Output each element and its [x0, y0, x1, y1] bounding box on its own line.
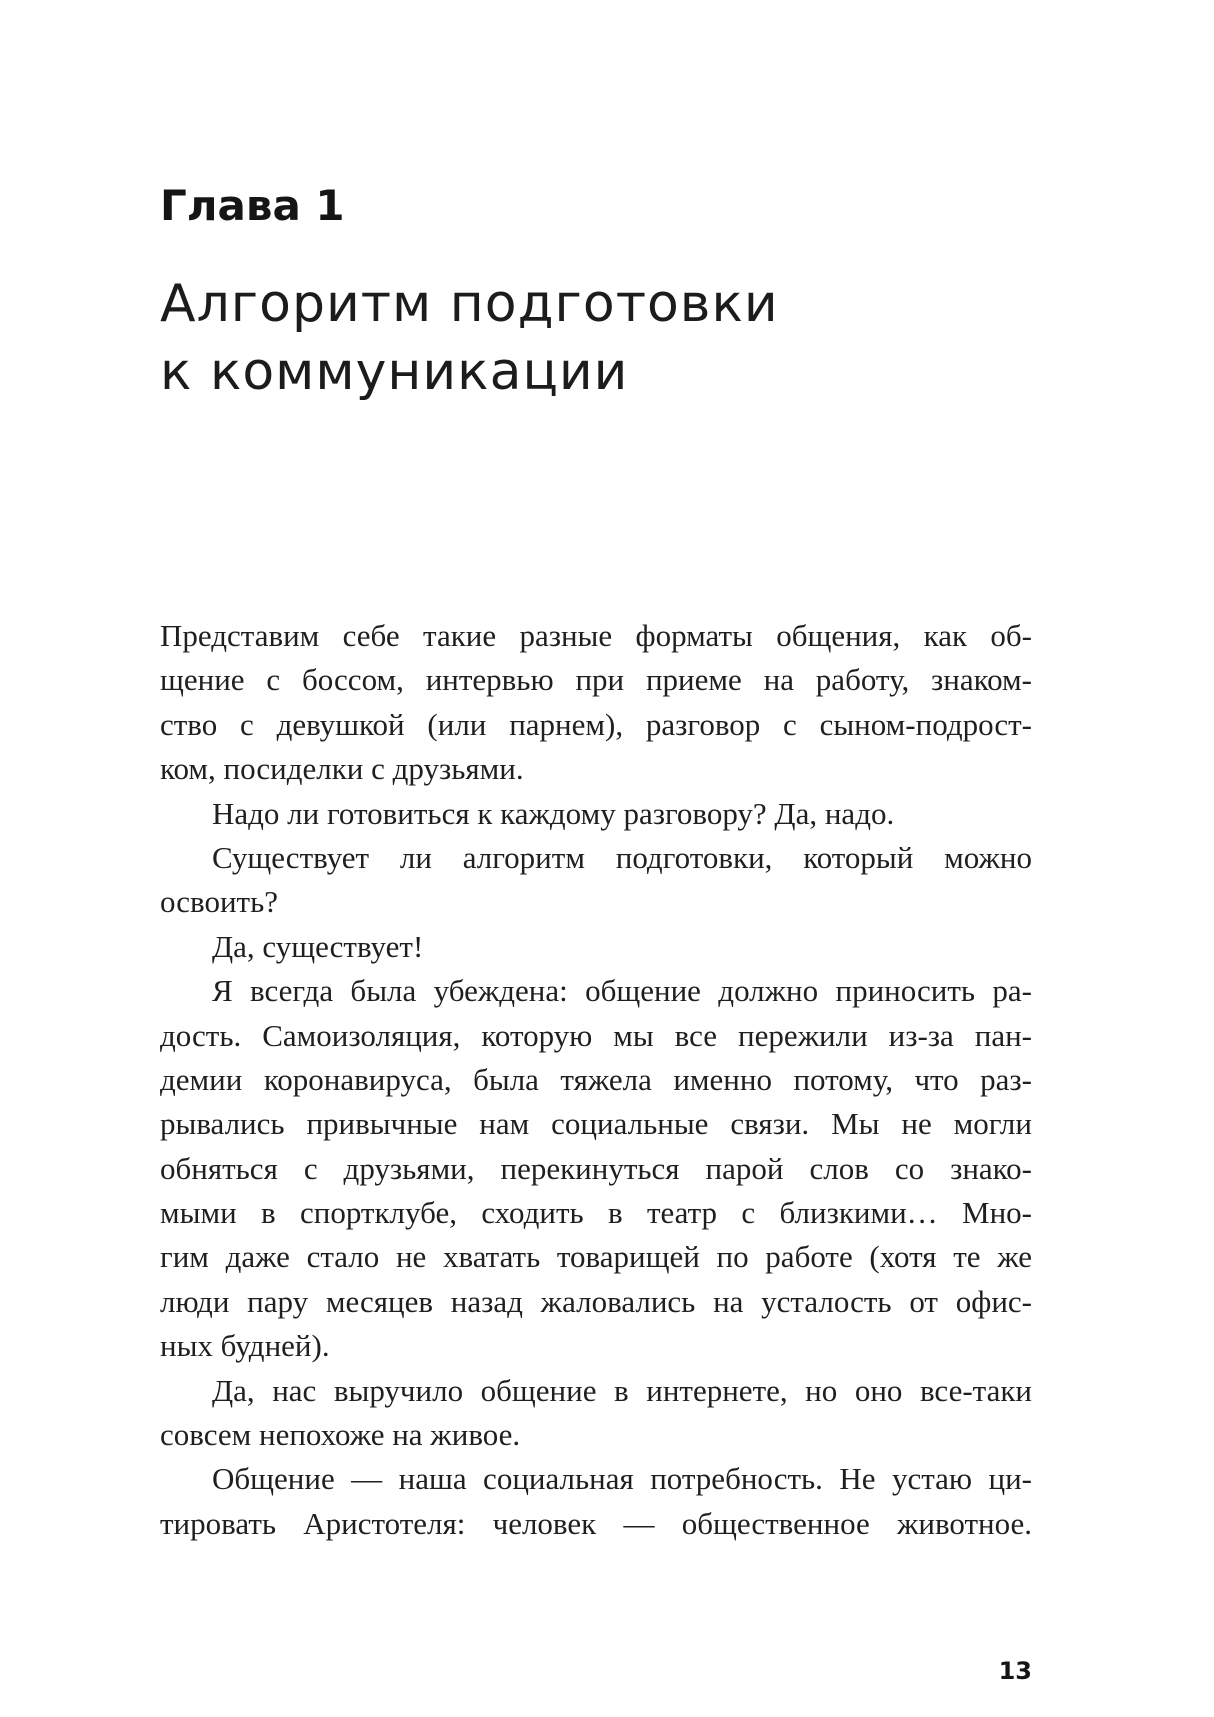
- text-line: Общение — наша социальная потребность. Не устаю ци-: [212, 1461, 1032, 1497]
- chapter-title-line: Алгоритм подготовки: [160, 274, 779, 334]
- text-line: Надо ли готовиться к каждому разговору? Да, надо.: [212, 795, 895, 831]
- text-line: обняться с друзьями, перекинуться парой слов со знако-: [160, 1150, 1032, 1186]
- text-line: люди пару месяцев назад жаловались на усталость от офис-: [160, 1283, 1032, 1319]
- text-line: щение с боссом, интервью при приеме на работу, знаком-: [160, 662, 1032, 698]
- text-line: ство с девушкой (или парнем), разговор с сыном-подрост-: [160, 706, 1032, 742]
- page-number: 13: [998, 1657, 1032, 1685]
- chapter-title-line: к коммуникации: [160, 342, 629, 402]
- text-line: ных будней).: [160, 1328, 330, 1364]
- text-line: Да, существует!: [212, 928, 424, 964]
- text-line: мыми в спортклубе, сходить в театр с близкими… Мно-: [160, 1195, 1032, 1231]
- body-text: [160, 614, 1032, 1546]
- text-line: рывались привычные нам социальные связи. Мы не могли: [160, 1106, 1032, 1142]
- text-line: Да, нас выручило общение в интернете, но оно все-таки: [212, 1372, 1032, 1408]
- text-line: гим даже стало не хватать товарищей по работе (хотя те же: [160, 1239, 1032, 1275]
- text-line: Представим себе такие разные форматы общения, как об-: [160, 618, 1032, 653]
- text-line: дость. Самоизоляция, которую мы все пережили из-за пан-: [160, 1017, 1032, 1053]
- text-line: тировать Аристотеля: человек — общественное животное.: [160, 1505, 1032, 1541]
- text-line: демии коронавируса, была тяжела именно потому, что раз-: [160, 1061, 1032, 1097]
- text-line: Я всегда была убеждена: общение должно приносить ра-: [212, 973, 1032, 1009]
- text-line: освоить?: [160, 884, 278, 920]
- text-line: совсем непохоже на живое.: [160, 1417, 521, 1453]
- text-line: Существует ли алгоритм подготовки, который можно: [212, 839, 1032, 875]
- chapter-title: [160, 270, 779, 406]
- text-line: ком, посиделки с друзьями.: [160, 751, 524, 787]
- chapter-label: Глава 1: [160, 181, 345, 230]
